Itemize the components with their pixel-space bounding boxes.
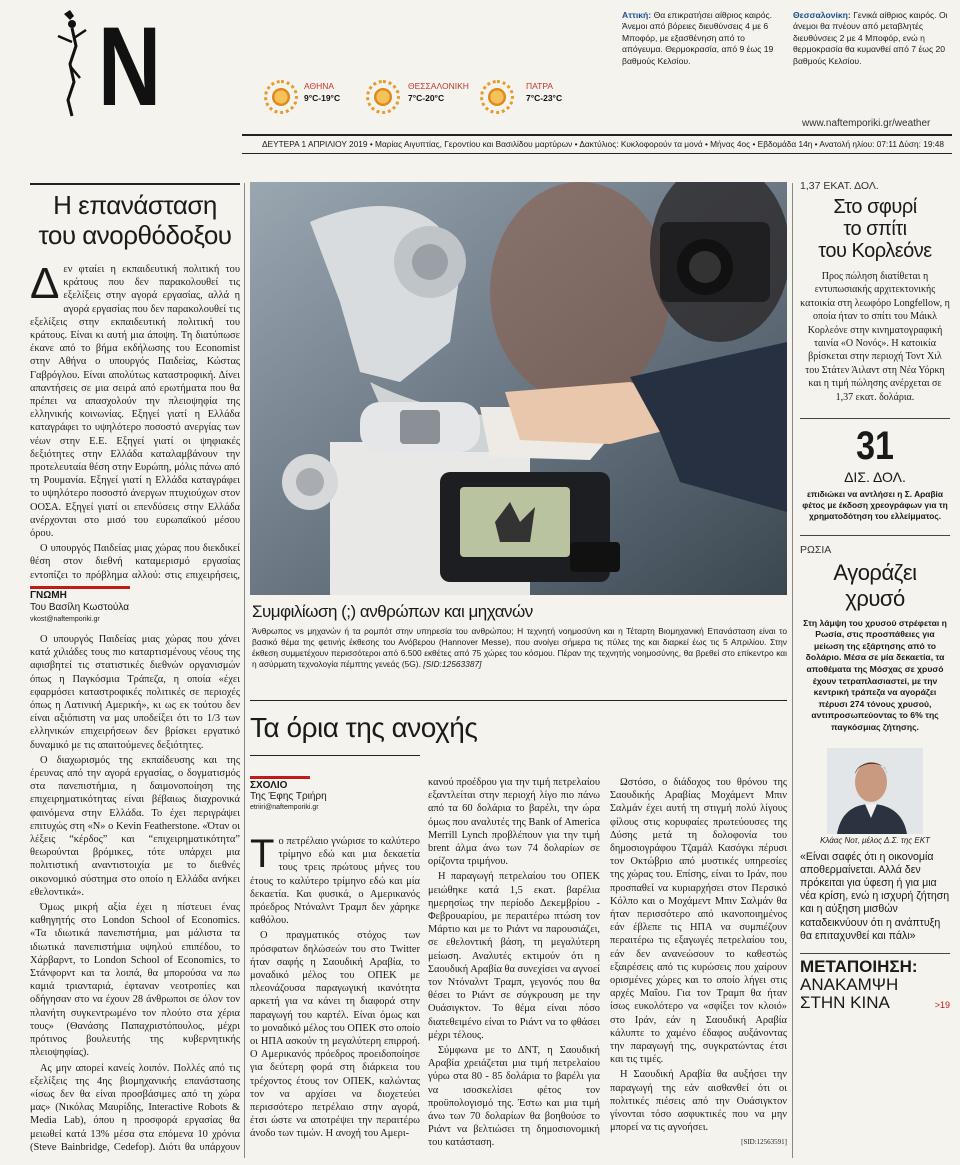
photo-caption xyxy=(252,626,787,670)
article-paragraph: Σύμφωνα με το ΔΝΤ, η Σαουδική Αραβία χρειάζεται μια τιμή πετρελαίου γύρω στα 80 - 85 δολάρια το βαρέλι για να ισοσκελίσει φέτος τον προϋπολογισμό της. Έστω και μια τιμή άνω των 70 δολαρίων θα βοηθούσε το Ριάντ να βελτιώσει τη δημοσιονομική του κατάσταση. xyxy=(428,1045,600,1149)
article-paragraph: ο πετρέλαιο γνώρισε το καλύτερο τρίμηνο εδώ και μια δεκαετία τους τρεις πρώτους μήνες του έτους το καλύτερο τρίμηνο εδώ και μία δεκαετία. Και φυσικά, ο Αμερικανός πρόεδρος Ντόναλντ Τραμπ δεν χάρηκε καθόλου. xyxy=(250,836,420,927)
editorial-dropcap: Δ xyxy=(30,263,60,308)
story1-kicker: 1,37 ΕΚΑΤ. ΔΟΛ. xyxy=(800,180,879,192)
weather-thess-text: Γενικά αίθριος καιρός. Οι άνεμοι θα πνέουν από μεταβλητές διευθύνσεις 2 με 4 Μποφόρ, ενώ η θερμοκρασία θα κυμανθεί από 7 έως 20 βαθμούς Κελσίου. xyxy=(793,10,948,66)
editorial-paragraph: Ας μην απορεί κανείς λοιπόν. Πολλές από τις εξελίξεις της 4ης βιομηχανικής επανάστασης «ίσως δεν θα είναι προσβάσιμες από τη χώρα μας» (Νικόλας Μαυρίδης, Interactive Robots & Media Lab), όπου η προσφορά εργασίας θα μειωθεί κατά 13% μέσα στα επόμενα 10 χρόνια (Steve Bainbridge, Cedefop). Διότι θα υπάρχουν xyxy=(30,1062,240,1153)
weather-city-temp: 9°C-19°C xyxy=(304,93,341,103)
dateline: ΔΕΥΤΕΡΑ 1 ΑΠΡΙΛΙΟΥ 2019 • Μαρίας Αιγυπτίας, Γεροντίου και Βασιλίδου μαρτύρων • Δακτύλιος: Κυκλοφορούν τα μονά • Μήνας 4ος • Εβδομάδα 14η • Ανατολή ηλίου: 07:11 Δύση: 19:48 xyxy=(262,139,944,149)
dateline-rule-top xyxy=(242,134,952,136)
article-col2 xyxy=(428,776,600,1154)
article-byline xyxy=(250,776,420,811)
person-photo xyxy=(827,748,923,834)
editorial-email[interactable]: vkost@naftemporiki.gr xyxy=(30,616,100,623)
person-quote: «Είναι σαφές ότι η οικονομία αποθερμαίνεται. Αλλά δεν πρόκειται για ύφεση ή για μια νέα κρίση, ενώ η ισχυρή ζήτηση και η αύξηση μισθών καταδεικνύουν ότι η ανάπτυξη θα επιταχυνθεί και πάλι» xyxy=(800,850,950,942)
person-caption: Κλάας Νοτ, μέλος Δ.Σ. της ΕΚΤ xyxy=(820,835,930,845)
article-email[interactable]: etriiri@naftemporiki.gr xyxy=(250,804,319,811)
teaser-line2: ΣΤΗΝ ΚΙΝΑ xyxy=(800,993,890,1013)
article-label: ΣΧΟΛΙΟ xyxy=(250,776,310,791)
article-author: Της Έφης Τριήρη xyxy=(250,791,327,802)
big-number-unit: ΔΙΣ. ΔΟΛ. xyxy=(844,469,906,486)
column-divider xyxy=(244,183,245,1158)
editorial-paragraph: Όμως μικρή αξία έχει η πίστευει ένας καθηγητής στο London School of Economics. «Τα ιδιωτικά πανεπιστήμια, μαι μάλιστα τα ιδιωτικά πανεπιστήμια υψηλού επιπέδου, το Χάρβαρντ, το London School of Economics, το Στάνφορντ και τα λοιπά, θα μπορούσα να πω καμιά τριανταριά, έφταναν νεοτροπίες και οδήγησαν στο να έχουν 28 άνθρωποι σε όλον τον πλανήτη συγκεντρωμένο τον πλούτο στα χέρια τους» (Θανάσης Παπαχριστόπουλος, μέχρι πρότινος βουλευτής της κυβερνητικής πλειοψηφίας). xyxy=(30,902,240,1059)
story2-title-line1: Αγοράζει xyxy=(833,559,917,585)
weather-city-name: ΘΕΣΣΑΛΟΝΙΚΗ xyxy=(408,81,469,91)
article-paragraph: Η Σαουδική Αραβία θα αυξήσει την παραγωγή της εάν αισθανθεί ότι οι πολιτικές πιέσεις από την Ουάσιγκτον γίνονται τόσο ασφυκτικές που να μην μπορεί να τις αγνοήσει. xyxy=(610,1069,787,1134)
photo-bottom-rule xyxy=(250,700,787,701)
editorial-title-line1: Η επανάσταση xyxy=(53,190,217,220)
article-title: Τα όρια της ανοχής xyxy=(250,712,478,743)
story1-title xyxy=(800,196,950,262)
story2-title-line2: χρυσό xyxy=(845,585,905,611)
editorial-author: Του Βασίλη Κωστούλα xyxy=(30,602,129,613)
editorial-paragraph: εν φταίει η εκπαιδευτική πολιτική του κράτους που δεν παρακολουθεί τις εξελίξεις στην αγορά εργασίας, αλλά η αγορά εργασίας που δεν παρακολουθεί τις εξελίξεις στην εκπαιδευτική πολιτική του κράτους. Είναι κι αυτή μια άποψη. Τη διατύπωσε έκανε από το βήμα εκδήλωσης του Economist στην Αθήνα ο υπουργός Παιδείας, Κώστας Γαβρόγλου. Είναι απολύτως καταστροφική. Δίνει απαντήσεις σε μια σειρά από ερωτήματα που θα πρέπει να απασχολούν την πλειοψηφία της ελληνικής κοινωνίας. Εξηγεί γιατί η Ελλάδα καταγράφει το υψηλότερο ποσοστό ανεργίας των νέων στην Ε.Ε. Εξηγεί γιατί οι ψηφιακές δεξιότητες στην Ελλάδα καταλαμβάνουν την προτελευταία θέση στην Ευρώπη, μόλις πάνω από τη Ρουμανία. Εξηγεί γιατί η Ελλάδα καταγράφει το υψηλότερο ποσοστό άνεργων πτυχιούχων στον ΟΟΣΑ. Εξηγεί γιατί οι επενδύσεις στην Ελλάδα ανέρχονται στο μισό του ευρωπαϊκού μέσου όρου. xyxy=(30,264,240,540)
article-paragraph: Η παραγωγή πετρελαίου του ΟΠΕΚ μειώθηκε κατά 1,5 εκατ. βαρέλια ημερησίως την περίοδο Δεκεμβρίου - Φεβρουαρίου, με περαιτέρω πτώση τον Μάρτιο και με το Ριάντ να παρουσιάζει, σε εθελοντική βάση, τη μεγαλύτερη μείωση. Αναλυτές εκτιμούν ότι η Σαουδική Αραβία θα συνεχίσει να αγνοεί τον Ντόναλντ Τραμπ, γεγονός που θα θέσει το Ριάντ σε σύγκρουση με την Ουάσιγκτον. Το θέμα είναι πόσο διατεθειμένο είναι το Ριάντ να το φθάσει μέχρι τέλους. xyxy=(428,871,600,1041)
teaser-label: ΜΕΤΑΠΟΙΗΣΗ: xyxy=(800,957,918,977)
big-number-text: επιδιώκει να αντλήσει η Σ. Αραβία φέτος με έκδοση χρεογράφων για τη χρηματοδότηση του ελλείμματος. xyxy=(802,489,948,522)
weather-url[interactable]: www.naftemporiki.gr/weather xyxy=(802,118,931,129)
editorial-title xyxy=(30,190,240,250)
story1-text: Προς πώληση διατίθεται η εντυπωσιακής αρχιτεκτονικής κατοικία στη λεωφόρο Longfellow, η οποία ήταν το σπίτι του Μάικλ Κορλεόνε στην κινηματογραφική ταινία «Ο Νονός». Η κατοικία βρίσκεται στην περιοχή Τοντ Χιλ του Στάτεν Άιλαντ στη Νέα Υόρκη και η τιμή πώλησης ανέρχεται σε 1,37 εκατ. δολάρια. xyxy=(800,271,950,403)
sun-icon xyxy=(370,84,396,110)
article-paragraph: κανού προέδρου για την τιμή πετρελαίου εξαντλείται στην περιοχή λίγο πιο πάνω από τα 60 δολάρια το βαρέλι, την ώρα όμως που αναλυτές της Bank of America Merrill Lynch προβλέπουν για την τιμή brent άλμα άνω των 74 δολαρίων σε ορίζοντα τριμήνου. xyxy=(428,777,600,868)
hermes-figure-icon xyxy=(50,8,90,118)
story2-rule xyxy=(800,535,950,536)
opinion-label: ΓΝΩΜΗ xyxy=(30,586,130,601)
robot-photo xyxy=(250,182,787,595)
sidebar xyxy=(800,180,950,1012)
weather-attiki-text: Θα επικρατήσει αίθριος καιρός. Άνεμοι από βόρειες διευθύνσεις 4 με 6 Μποφόρ, με εξασθένηση από το απόγευμα. Θερμοκρασία, από 9 έως 19 βαθμούς Κελσίου. xyxy=(622,10,774,66)
weather-thess-label: Θεσσαλονίκη: xyxy=(793,10,851,20)
weather-attiki xyxy=(622,10,782,67)
article-col1 xyxy=(250,835,420,1155)
editorial-body-cont xyxy=(30,633,240,1153)
person-portrait-icon xyxy=(827,748,923,834)
photo-sid: [SID:12563387] xyxy=(423,659,482,669)
article-title-rule xyxy=(250,755,420,756)
article-paragraph: Ο πραγματικός στόχος των πρόσφατων δηλώσεών του στο Twitter ήταν σαφής η Σαουδική Αραβία, το μοναδικό μέλος του ΟΠΕΚ με πλεονάζουσα παραγωγική ικανότητα αρκετή για να κάνει τη διαφορά στην παραγωγή του καρτέλ. Είναι όμως και το μοναδικό μέλος του ΟΠΕΚ στο οποίο οι ΗΠΑ ασκούν τη μεγαλύτερη επιρροή. Ο Αμερικανός πρόεδρος προειδοποίησε για δεύτερη φορά στη διάρκεια του τρέχοντος έτους τον ΟΠΕΚ, καλώντας τον να αρχίσει να διοχετεύει περισσότερο πετρέλαιο στην αγορά, έτσι ώστε να αποτρέψει την περαιτέρω άνοδο των τιμών. Η ανοχή του Αμερι- xyxy=(250,930,420,1140)
robot-handshake-image xyxy=(250,182,787,595)
article-sid-text: [SID:12563591] xyxy=(741,1138,787,1147)
article-col3 xyxy=(610,776,787,1154)
weather-city-temp: 7°C-23°C xyxy=(526,93,563,103)
photo-caption-title: Συμφιλίωση (;) ανθρώπων και μηχανών xyxy=(252,602,533,621)
weather-city-temp: 7°C-20°C xyxy=(408,93,445,103)
weather-attiki-label: Αττική: xyxy=(622,10,652,20)
editorial-paragraph: Ο υπουργός Παιδείας μιας χώρας που χάνει κατά χιλιάδες τους πιο καταρτισμένους νέους της αφισβητεί τις στατιστικές διεθνών οργανισμών όπως η Παγκόσμια Τράπεζα, η οποία «έχει εφαρμόσει καταστροφικές πολιτικές σε περιοχές όπως η Λατινική Αμερική», κι ως εκ τούτου δεν είναι αξιόπιστη να μας υποδείξει ότι το 1/3 των ελληνικών επιχειρήσεων δεν βρίσκει εργατικό δυναμικό με τις απαιτούμενες δεξιότητες. xyxy=(30,634,240,751)
editorial-byline xyxy=(30,586,130,623)
story1-title-line1: Στο σφυρί xyxy=(833,196,917,218)
sun-icon xyxy=(268,84,294,110)
editorial-top-rule xyxy=(30,183,240,185)
story1-title-line3: του Κορλεόνε xyxy=(818,240,932,262)
editorial-paragraph: Ο υπουργός Παιδείας μιας χώρας που διεκδικεί θέση στον διεθνή καταμερισμό εργασίας εντοπίζει το πρόβλημα αλλού: στις επιχειρήσεις, xyxy=(30,543,240,581)
masthead xyxy=(50,4,240,138)
masthead-letter: N xyxy=(98,4,162,129)
teaser-rule xyxy=(800,953,950,954)
story2-kicker: ΡΩΣΙΑ xyxy=(800,543,832,556)
column-divider xyxy=(792,183,793,1158)
big-number: 31 xyxy=(856,424,894,469)
weather-thessaloniki xyxy=(793,10,953,67)
story1-title-line2: το σπίτι xyxy=(843,218,907,240)
editorial-body xyxy=(30,263,240,583)
story2-text: Στη λάμψη του χρυσού στρέφεται η Ρωσία, στις προσπάθειες για μείωση της εξάρτησης από το δολάριο. Μέσα σε μία δεκαετία, τα αποθέματα της Μόσχας σε χρυσό έχουν τετραπλασιαστεί, με την κεντρική τράπεζα να αγοράζει πέρυσι 274 τόνους χρυσού, αντιπροσωπεύοντας το 6% της παγκόσμιας ζήτησης. xyxy=(803,617,947,733)
teaser-page[interactable]: >19 xyxy=(934,1000,950,1011)
photo-caption-text: Άνθρωπος vs μηχανών ή τα ρομπότ στην υπηρεσία του ανθρώπου; Η τεχνητή νοημοσύνη και η Τέταρτη Βιομηχανική Επανάσταση είναι το βασικό θέμα της φετινής έκθεσης του Ανόβερου (Hannover Messe), που ανοίγει σήμερα τις πύλες της και διαρκεί έως τις 5 Απριλίου. Στην έκθεση συμμετέχουν περισσότεροι από 6.500 εκθέτες από 75 χώρες του κόσμου. Πέραν της τεχνητής νοημοσύνης, θα βρεθεί στο επίκεντρο και η ασύρματη τεχνολογία πέμπτης γενεάς (5G). xyxy=(252,626,787,669)
dateline-rule-bottom xyxy=(242,153,952,154)
editorial-paragraph: Ο διαχωρισμός της εκπαίδευσης και της έρευνας από την αγορά εργασίας, ο δογματισμός στα πανεπιστήμια, η δαιμονοποίηση της επιχειρηματικότητας είναι βέβαιως διαχρονικά φαινόμενα στην Ελλάδα. Το έχει περιγράψει επιτυχώς στη «Ν» ο Kevin Featherstone. «Όταν οι λέξεις “κέρδος” και “επιχειρηματικότητα” θεωρούνται βρόμικες, τότε υπάρχει μια πολιτιστική αναντιστοιχία με το διεθνές οικονομικό σύστημα στο οποίο η Ελλάδα ανήκει εθελοντικά». xyxy=(30,754,240,898)
weather-box xyxy=(262,62,607,122)
weather-city-name: ΠΑΤΡΑ xyxy=(526,81,554,91)
article-dropcap: Τ xyxy=(250,835,275,876)
teaser[interactable] xyxy=(800,958,950,1012)
teaser-line1: ΑΝΑΚΑΜΨΗ xyxy=(800,975,899,995)
weather-city-name: ΑΘΗΝΑ xyxy=(304,81,335,91)
story2-title xyxy=(800,560,950,612)
big-number-rule xyxy=(800,418,950,419)
article-paragraph: Ωστόσο, ο διάδοχος του θρόνου της Σαουδικής Αραβίας Μοχάμεντ Μπιν Σαλμάν έχει αυτή τη στιγμή πολύ λίγους φίλους στις κορυφαίες πρωτεύουσες της Δύσης μετά τη δολοφονία του δημοσιογράφου Τζαμάλ Κασόγκι πέρυσι τον Οκτώβριο από μυστικές υπηρεσίες της χώρας του. Επίσης, είναι το Ιράν, που προσπαθεί να κυριαρχήσει στον Περσικό Κόλπο και ο Μοχάμεντ Μπιν Σαλμάν θα ήταν περισσότερο από ικανοποιημένος εάν έβλεπε τις ΗΠΑ να συμπιέζουν περαιτέρω τις εξαγωγές πετρελαίου του, εάν δεν ανανεώσουν το καθεστώς εξαιρέσεις από τις κυρώσεις που χαίρουν ορισμένες χώρες και το οποίο λήγει στις αρχές Μαΐου. Για τον Τραμπ θα ήταν ίσως ευκολότερο να «σφίξει τον κλοιό» στο Ιράν, εάν η Σαουδική Αραβία κάλυπτε το χαμένο έδαφος αυξάνοντας την παραγωγή της, συγκρατώντας έτσι και τις τιμές. xyxy=(610,777,787,1066)
article-sid xyxy=(610,1136,787,1149)
sun-icon xyxy=(484,84,510,110)
editorial-title-line2: του ανορθόδοξου xyxy=(38,220,232,250)
